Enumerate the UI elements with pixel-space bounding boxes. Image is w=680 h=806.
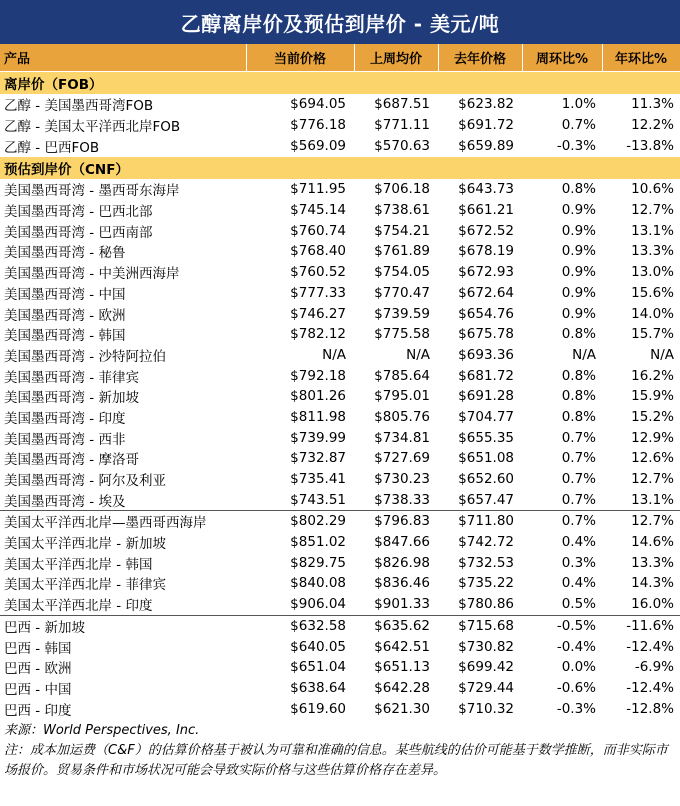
table-row	[0, 448, 680, 469]
product-name: 美国墨西哥湾 - 秘鲁	[4, 245, 126, 262]
product-name: 美国墨西哥湾 - 欧洲	[4, 307, 126, 324]
current-price: $732.87	[290, 450, 346, 467]
table-row	[0, 241, 680, 262]
wow-change: 0.9%	[561, 284, 596, 301]
current-price: $777.33	[290, 284, 346, 301]
yoy-change: -11.6%	[602, 615, 680, 636]
product-name: 巴西 - 中国	[4, 681, 72, 698]
last-week-avg: $738.33	[374, 491, 430, 508]
product-name: 美国太平洋西北岸 - 印度	[4, 598, 153, 615]
wow-change: -0.6%	[556, 679, 596, 696]
yoy-change: 12.9%	[631, 429, 674, 446]
product-name: 美国墨西哥湾 - 西非	[4, 431, 126, 448]
current-price: N/A	[322, 346, 346, 363]
last-year-price: $675.78	[458, 326, 514, 343]
last-week-avg: $730.23	[374, 471, 430, 488]
wow-change: 0.9%	[561, 243, 596, 260]
current-price: $768.40	[290, 243, 346, 260]
last-year-price: $651.08	[458, 450, 514, 467]
product-name: 美国墨西哥湾 - 菲律宾	[4, 369, 139, 386]
product-name: 美国太平洋西北岸 - 韩国	[4, 556, 153, 573]
current-price: $735.41	[290, 471, 346, 488]
current-price: $811.98	[290, 408, 346, 425]
product-name: 美国墨西哥湾 - 巴西北部	[4, 204, 153, 221]
wow-change: 0.9%	[561, 305, 596, 322]
table-row	[0, 179, 680, 200]
yoy-change: 12.7%	[602, 511, 680, 532]
table-row	[0, 324, 680, 345]
yoy-change: 15.6%	[631, 284, 674, 301]
yoy-change: 16.0%	[631, 596, 674, 613]
last-week-avg: $734.81	[374, 429, 430, 446]
table-row	[0, 532, 680, 553]
last-year-price: $672.93	[458, 264, 514, 281]
current-price: $651.04	[290, 659, 346, 676]
last-week-avg: $651.13	[374, 659, 430, 676]
product-name: 巴西 - 新加坡	[0, 615, 246, 636]
last-year-price: $672.64	[458, 284, 514, 301]
table-row	[0, 511, 680, 532]
last-year-price: $732.53	[458, 554, 514, 571]
wow-change: 0.4%	[561, 534, 596, 551]
wow-change: -0.3%	[556, 700, 596, 717]
yoy-change: 13.3%	[631, 554, 674, 571]
last-year-price: $780.86	[458, 596, 514, 613]
last-week-avg: $826.98	[374, 554, 430, 571]
last-week-avg: $796.83	[354, 511, 438, 532]
yoy-change: -12.4%	[626, 638, 674, 655]
last-year-price: $643.73	[458, 181, 514, 198]
wow-change: 0.9%	[561, 264, 596, 281]
last-year-price: $654.76	[458, 305, 514, 322]
table-row	[0, 594, 680, 615]
yoy-change: 15.2%	[631, 408, 674, 425]
last-year-price: $730.82	[458, 638, 514, 655]
last-year-price: $691.28	[458, 388, 514, 405]
product-name: 美国墨西哥湾 - 阿尔及利亚	[4, 473, 166, 490]
product-name: 美国墨西哥湾 - 中国	[4, 286, 126, 303]
section-label: 预估到岸价（CNF）	[0, 157, 680, 180]
wow-change: 0.8%	[561, 326, 596, 343]
product-name: 美国墨西哥湾 - 巴西南部	[4, 224, 153, 241]
yoy-change: 10.6%	[631, 181, 674, 198]
table-row	[0, 135, 680, 156]
table-row	[0, 552, 680, 573]
last-week-avg: $570.63	[374, 137, 430, 154]
current-price: $640.05	[290, 638, 346, 655]
current-price: $851.02	[290, 534, 346, 551]
yoy-change: 14.6%	[631, 534, 674, 551]
last-year-price: $652.60	[458, 471, 514, 488]
wow-change: 0.4%	[561, 575, 596, 592]
product-name: 巴西 - 欧洲	[4, 661, 72, 678]
wow-change: 0.7%	[561, 429, 596, 446]
wow-change: -0.4%	[556, 638, 596, 655]
yoy-change: 12.7%	[631, 202, 674, 219]
yoy-change: 15.9%	[631, 388, 674, 405]
table-row	[0, 345, 680, 366]
product-name: 巴西 - 韩国	[4, 640, 72, 657]
last-year-price: $661.21	[458, 202, 514, 219]
footer	[0, 719, 680, 781]
table-row	[0, 283, 680, 304]
product-name: 美国墨西哥湾 - 沙特阿拉伯	[4, 348, 166, 365]
table-row	[0, 678, 680, 699]
last-year-price: $735.22	[458, 575, 514, 592]
current-price: $743.51	[290, 491, 346, 508]
table-row	[0, 489, 680, 510]
last-year-price: $704.77	[458, 408, 514, 425]
disclaimer-note: 注：成本加运费（C&F）的估算价格基于被认为可靠和准确的信息。某些航线的估价可能基于数学推断，而非实际市场报价。贸易条件和市场状况可能会导致实际价格与这些估算价格存在差异。	[4, 742, 668, 778]
table-row	[0, 427, 680, 448]
current-price: $619.60	[290, 700, 346, 717]
column-header-yoy-pct: 年环比%	[602, 44, 680, 72]
product-name: 巴西 - 印度	[4, 702, 72, 719]
last-week-avg: $770.47	[374, 284, 430, 301]
last-year-price: $715.68	[438, 615, 522, 636]
wow-change: -0.5%	[522, 615, 602, 636]
yoy-change: -12.8%	[626, 700, 674, 717]
current-price: $782.12	[290, 326, 346, 343]
current-price: $632.58	[246, 615, 354, 636]
product-name: 美国墨西哥湾 - 墨西哥东海岸	[4, 183, 180, 200]
column-header-product: 产品	[0, 44, 246, 72]
table-row	[0, 469, 680, 490]
current-price: $829.75	[290, 554, 346, 571]
yoy-change: 13.3%	[631, 243, 674, 260]
current-price: $694.05	[290, 96, 346, 113]
last-year-price: $742.72	[458, 534, 514, 551]
current-price: $711.95	[290, 181, 346, 198]
product-name: 美国墨西哥湾 - 中美洲西海岸	[4, 266, 180, 283]
yoy-change: 12.2%	[631, 117, 674, 134]
yoy-change: 13.0%	[631, 264, 674, 281]
table-row	[0, 573, 680, 594]
wow-change: N/A	[572, 346, 596, 363]
yoy-change: 14.3%	[631, 575, 674, 592]
last-year-price: $710.32	[458, 700, 514, 717]
column-header-current-price: 当前价格	[246, 44, 354, 72]
table-row	[0, 220, 680, 241]
wow-change: 0.7%	[561, 450, 596, 467]
wow-change: 0.8%	[561, 388, 596, 405]
yoy-change: -12.4%	[626, 679, 674, 696]
last-week-avg: $635.62	[354, 615, 438, 636]
product-name: 美国墨西哥湾 - 新加坡	[4, 390, 139, 407]
current-price: $792.18	[290, 367, 346, 384]
wow-change: 0.9%	[561, 202, 596, 219]
wow-change: 0.8%	[561, 181, 596, 198]
table-row	[0, 303, 680, 324]
table-row	[0, 262, 680, 283]
product-name: 美国墨西哥湾 - 印度	[4, 410, 126, 427]
product-name: 美国太平洋西北岸—墨西哥西海岸	[0, 511, 246, 532]
current-price: $906.04	[290, 596, 346, 613]
table-row	[0, 386, 680, 407]
wow-change: 0.0%	[561, 659, 596, 676]
last-week-avg: $771.11	[374, 117, 430, 134]
last-week-avg: $761.89	[374, 243, 430, 260]
yoy-change: 12.7%	[631, 471, 674, 488]
wow-change: 0.8%	[561, 408, 596, 425]
last-week-avg: $687.51	[374, 96, 430, 113]
last-week-avg: $621.30	[374, 700, 430, 717]
table-row	[0, 636, 680, 657]
table-row	[0, 365, 680, 386]
last-year-price: $711.80	[438, 511, 522, 532]
last-week-avg: $642.51	[374, 638, 430, 655]
wow-change: 0.7%	[561, 491, 596, 508]
last-week-avg: $795.01	[374, 388, 430, 405]
current-price: $802.29	[246, 511, 354, 532]
product-name: 美国太平洋西北岸 - 新加坡	[4, 536, 166, 553]
section-header-row	[0, 72, 680, 95]
current-price: $569.09	[290, 137, 346, 154]
last-week-avg: $847.66	[374, 534, 430, 551]
wow-change: 0.5%	[561, 596, 596, 613]
last-year-price: $699.42	[458, 659, 514, 676]
last-week-avg: $785.64	[374, 367, 430, 384]
current-price: $840.08	[290, 575, 346, 592]
current-price: $745.14	[290, 202, 346, 219]
yoy-change: 14.0%	[631, 305, 674, 322]
product-name: 美国墨西哥湾 - 埃及	[4, 493, 126, 510]
wow-change: 1.0%	[561, 96, 596, 113]
yoy-change: 13.1%	[631, 222, 674, 239]
product-name: 美国墨西哥湾 - 摩洛哥	[4, 452, 139, 469]
source-note: 来源：World Perspectives, Inc.	[4, 722, 200, 738]
yoy-change: 15.7%	[631, 326, 674, 343]
last-week-avg: $754.05	[374, 264, 430, 281]
wow-change: 0.7%	[561, 471, 596, 488]
yoy-change: 11.3%	[631, 96, 674, 113]
wow-change: 0.7%	[561, 117, 596, 134]
current-price: $801.26	[290, 388, 346, 405]
current-price: $746.27	[290, 305, 346, 322]
last-year-price: $623.82	[458, 96, 514, 113]
yoy-change: 13.1%	[631, 491, 674, 508]
column-header-last-year-price: 去年价格	[438, 44, 522, 72]
table-row	[0, 657, 680, 678]
table-row	[0, 115, 680, 136]
last-year-price: $655.35	[458, 429, 514, 446]
current-price: $776.18	[290, 117, 346, 134]
last-week-avg: $836.46	[374, 575, 430, 592]
wow-change: -0.3%	[556, 137, 596, 154]
table-row	[0, 407, 680, 428]
last-week-avg: $775.58	[374, 326, 430, 343]
last-year-price: $691.72	[458, 117, 514, 134]
current-price: $638.64	[290, 679, 346, 696]
last-week-avg: $739.59	[374, 305, 430, 322]
table-row	[0, 200, 680, 221]
section-header-row	[0, 157, 680, 180]
last-week-avg: $642.28	[374, 679, 430, 696]
current-price: $739.99	[290, 429, 346, 446]
last-year-price: $681.72	[458, 367, 514, 384]
last-week-avg: $738.61	[374, 202, 430, 219]
last-year-price: $672.52	[458, 222, 514, 239]
last-year-price: $678.19	[458, 243, 514, 260]
product-name: 乙醇 - 美国太平洋西北岸FOB	[4, 119, 181, 136]
yoy-change: -13.8%	[626, 137, 674, 154]
wow-change: 0.9%	[561, 222, 596, 239]
last-week-avg: $727.69	[374, 450, 430, 467]
current-price: $760.74	[290, 222, 346, 239]
last-year-price: $659.89	[458, 137, 514, 154]
last-week-avg: $805.76	[374, 408, 430, 425]
table-header-row	[0, 44, 680, 72]
current-price: $760.52	[290, 264, 346, 281]
last-year-price: $693.36	[458, 346, 514, 363]
column-header-last-week-avg: 上周均价	[354, 44, 438, 72]
page-title: 乙醇离岸价及预估到岸价 - 美元/吨	[0, 0, 680, 44]
section-label: 离岸价（FOB）	[0, 72, 680, 95]
table-row	[0, 615, 680, 636]
last-week-avg: N/A	[406, 346, 430, 363]
last-week-avg: $754.21	[374, 222, 430, 239]
table-body	[0, 72, 680, 719]
price-table	[0, 44, 680, 719]
yoy-change: 16.2%	[631, 367, 674, 384]
product-name: 美国墨西哥湾 - 韩国	[4, 328, 126, 345]
yoy-change: N/A	[650, 346, 674, 363]
wow-change: 0.3%	[561, 554, 596, 571]
yoy-change: -6.9%	[634, 659, 674, 676]
table-row	[0, 94, 680, 115]
table-row	[0, 698, 680, 719]
product-name: 乙醇 - 巴西FOB	[4, 139, 100, 156]
wow-change: 0.8%	[561, 367, 596, 384]
last-year-price: $657.47	[458, 491, 514, 508]
last-year-price: $729.44	[458, 679, 514, 696]
column-header-wow-pct: 周环比%	[522, 44, 602, 72]
last-week-avg: $901.33	[374, 596, 430, 613]
wow-change: 0.7%	[522, 511, 602, 532]
yoy-change: 12.6%	[631, 450, 674, 467]
product-name: 美国太平洋西北岸 - 菲律宾	[4, 577, 166, 594]
last-week-avg: $706.18	[374, 181, 430, 198]
product-name: 乙醇 - 美国墨西哥湾FOB	[4, 98, 154, 115]
